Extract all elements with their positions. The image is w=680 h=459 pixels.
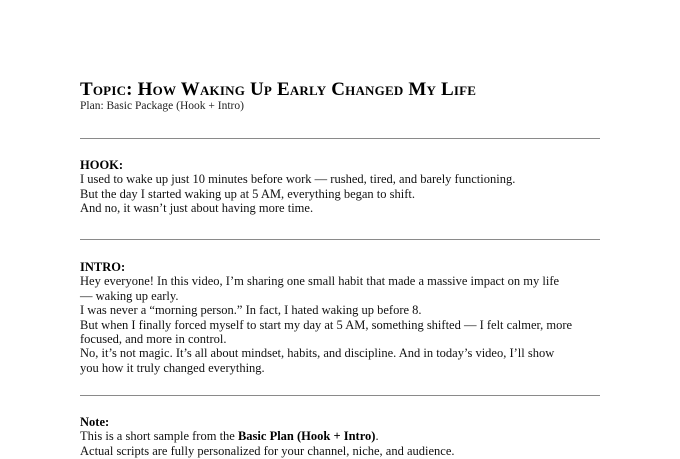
note-line-suffix: . bbox=[375, 429, 379, 444]
intro-line: — waking up early. bbox=[80, 288, 179, 303]
note-plan-name: Basic Plan (Hook + Intro) bbox=[237, 429, 376, 444]
hook-line: And no, it wasn’t just about having more time. bbox=[80, 201, 314, 216]
note-section bbox=[80, 415, 610, 458]
note-heading: Note: bbox=[80, 415, 110, 429]
intro-heading: INTRO: bbox=[80, 260, 126, 274]
note-line bbox=[80, 429, 610, 443]
hook-line: But the day I started waking up at 5 AM, everything began to shift. bbox=[80, 186, 416, 201]
document-title: Topic: How Waking Up Early Changed My Life bbox=[80, 79, 477, 100]
intro-line: I was never a “morning person.” In fact, I hated waking up before 8. bbox=[80, 303, 422, 318]
divider bbox=[80, 138, 600, 139]
intro-line: No, it’s not magic. It’s all about mindset, habits, and discipline. And in today’s video, I’ll show bbox=[80, 346, 555, 361]
hook-heading: HOOK: bbox=[80, 158, 124, 172]
note-line-prefix: This is a short sample from the bbox=[80, 429, 238, 444]
intro-line: focused, and more in control. bbox=[80, 332, 227, 347]
intro-line: you how it truly changed everything. bbox=[80, 360, 265, 375]
hook-section bbox=[80, 158, 610, 216]
note-line: Actual scripts are fully personalized for your channel, niche, and audience. bbox=[80, 443, 455, 458]
hook-line: I used to wake up just 10 minutes before work — rushed, tired, and barely functioning. bbox=[80, 172, 516, 187]
intro-section bbox=[80, 260, 610, 375]
plan-subtitle: Plan: Basic Package (Hook + Intro) bbox=[80, 100, 244, 112]
intro-line: But when I finally forced myself to start my day at 5 AM, something shifted — I felt calmer, more bbox=[80, 317, 573, 332]
intro-line: Hey everyone! In this video, I’m sharing one small habit that made a massive impact on my life bbox=[80, 274, 560, 289]
divider bbox=[80, 239, 600, 240]
divider bbox=[80, 395, 600, 396]
